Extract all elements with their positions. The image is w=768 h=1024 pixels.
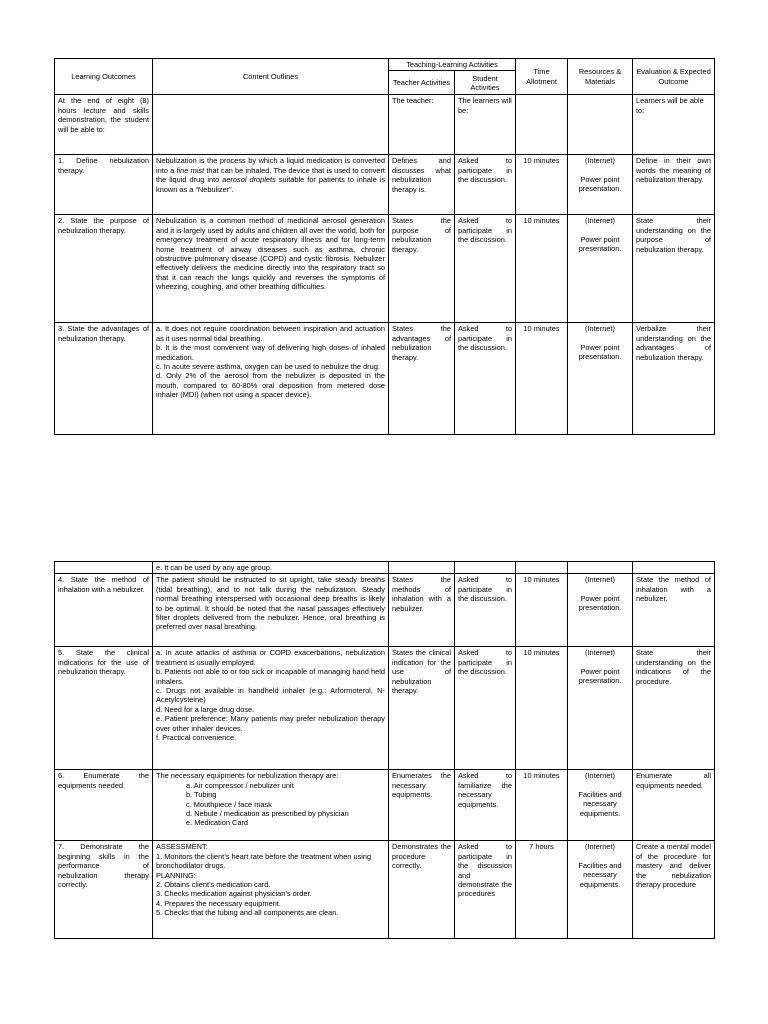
header-teaching-learning-activities: Teaching-Learning Activities [389, 59, 516, 71]
resources [568, 647, 633, 770]
resource-material: Power point presentation. [578, 666, 622, 686]
content-item: c. Drugs not available in handheld inhaler (e.g.: Arformoterol, N-Acetylcysteine) [156, 686, 385, 705]
header-teacher-activities: Teacher Activities [389, 71, 455, 95]
learning-outcome: 2. State the purpose of nebulization therapy. [55, 215, 153, 323]
resources [568, 323, 633, 435]
teacher-activity: States the methods of inhalation with a nebulizer. [389, 574, 455, 647]
continued-teacher [389, 562, 455, 574]
table-row [55, 323, 715, 435]
student-activity: Asked to participate in the discussion. [455, 323, 516, 435]
teacher-activity: Enumerates the necessary equipments. [389, 770, 455, 841]
resource-material: Facilities and necessary equipments. [578, 789, 622, 818]
evaluation: Define in their own words the meaning of nebulization therapy. [633, 155, 715, 215]
learning-outcome: 6. Enumerate the equipments needed. [55, 770, 153, 841]
student-activity: Asked to participate in the discussion. [455, 574, 516, 647]
resource-source: (Internet) [585, 156, 615, 166]
resource-material: Power point presentation. [578, 234, 622, 254]
content-heading: PLANNING: [156, 870, 196, 880]
equipment-item: a. Air compressor / nebulizer unit [186, 780, 294, 790]
lesson-plan-table-page-2 [54, 561, 715, 939]
content-item: The necessary equipments for nebulization therapy are: [156, 771, 339, 781]
teacher-activity: States the purpose of nebulization therapy. [389, 215, 455, 323]
time-allotment: 10 minutes [516, 155, 568, 215]
evaluation: Create a mental model of the procedure for mastery and deliver the nebulization therapy procedure [633, 841, 715, 939]
content-item: d. Need for a large drug dose. [156, 704, 255, 714]
content-item: d. Only 2% of the aerosol from the nebulizer is deposited in the mouth, compared to 60-80% oral deposition from metered dose inhaler (MDI) (when not using a spacer device). [156, 371, 385, 400]
continued-evaluation [633, 562, 715, 574]
teacher-activity: Demonstrates the procedure correctly. [389, 841, 455, 939]
content-item: a. It does not require coordination between inspiration and actuation as it uses normal tidal breathing. [156, 324, 385, 343]
continued-outcome [55, 562, 153, 574]
intro-evaluation: Learners will be able to: [633, 95, 715, 155]
teacher-activity: States the advantages of nebulization therapy. [389, 323, 455, 435]
content-item: a. In acute attacks of asthma or COPD exacerbations, nebulization treatment is usually employed. [156, 648, 385, 667]
equipment-item: e. Medication Card [186, 818, 249, 828]
teacher-activity: States the clinical indication for the use of nebulization therapy. [389, 647, 455, 770]
equipment-item: c. Mouthpiece / face mask [186, 799, 272, 809]
content-outline: e. It can be used by any age group. [153, 562, 389, 574]
content-item: 5. Checks that the tubing and all components are clean. [156, 908, 339, 918]
resources [568, 215, 633, 323]
table-row [55, 155, 715, 215]
resource-source: (Internet) [585, 842, 615, 852]
student-activity: Asked to participate in the discussion and demonstrate the procedures [455, 841, 516, 939]
resource-material: Power point presentation. [578, 593, 622, 613]
resource-source: (Internet) [585, 324, 615, 334]
learning-outcome: 7. Demonstrate the beginning skills in the performance of nebulization therapy correctly. [55, 841, 153, 939]
learning-outcome: 3. State the advantages of nebulization therapy. [55, 323, 153, 435]
continued-resources [568, 562, 633, 574]
content-item: 2. Obtains client’s medication card. [156, 880, 271, 890]
time-allotment: 10 minutes [516, 647, 568, 770]
content-heading: ASSESSMENT: [156, 842, 208, 852]
time-allotment: 10 minutes [516, 574, 568, 647]
content-emphasis: aerosol droplets [222, 175, 276, 185]
learning-outcome: 1. Define nebulization therapy. [55, 155, 153, 215]
teacher-activity: Defines and discusses what nebulization therapy is. [389, 155, 455, 215]
content-item: 1. Monitors the client’s heart rate before the treatment when using bronchodilator drugs. [156, 851, 372, 871]
student-activity: Asked to participate in the discussion. [455, 215, 516, 323]
table-row [55, 215, 715, 323]
content-outline [153, 323, 389, 435]
header-resources-materials: Resources & Materials [568, 59, 633, 95]
evaluation: State their understanding on the indications of the procedure. [633, 647, 715, 770]
content-outline: The patient should be instructed to sit upright, take steady breaths (tidal breathing), and to not talk during the nebulization. Steady normal breathing interspersed with occasional deep breaths is likely to be optimal. It should be noted that the nasal passages effectively filter droplets delivered from the nebulizer. Hence, oral breathing is preferred over nasal breathing. [153, 574, 389, 647]
intro-outcome: At the end of eight (8) hours lecture and skills demonstration, the student will be able to: [55, 95, 153, 155]
resource-source: (Internet) [585, 648, 615, 658]
table-row-intro [55, 95, 715, 155]
content-item: c. In acute severe asthma, oxygen can be used to nebulize the drug. [156, 362, 380, 372]
time-allotment: 10 minutes [516, 770, 568, 841]
intro-student: The learners will be: [455, 95, 516, 155]
resources [568, 841, 633, 939]
content-text: that can be inhaled. The device that is used to convert the liquid drug into [156, 165, 385, 185]
equipment-item: b. Tubing [186, 790, 217, 800]
content-item: b. Patients not able to or too sick or incapable of managing hand held inhalers. [156, 667, 385, 686]
resource-material: Facilities and necessary equipments. [578, 860, 622, 889]
resource-material: Power point presentation. [578, 342, 622, 362]
header-content-outlines: Content Outlines [153, 59, 389, 95]
evaluation: Enumerate all equipments needed. [633, 770, 715, 841]
resource-source: (Internet) [585, 771, 615, 781]
time-allotment: 10 minutes [516, 323, 568, 435]
content-outline [153, 155, 389, 215]
learning-outcome: 4. State the method of inhalation with a nebulizer. [55, 574, 153, 647]
content-item: 4. Prepares the necessary equipment. [156, 898, 281, 908]
content-item: e. Patient preference: Many patients may prefer nebulization therapy over other inhaler devices. [156, 714, 385, 733]
content-item: f. Practical convenience. [156, 733, 237, 743]
table-row [55, 647, 715, 770]
content-outline [153, 770, 389, 841]
equipment-item: d. Nebule / medication as prescribed by physician [186, 809, 349, 819]
lesson-plan-table-page-1 [54, 58, 715, 435]
evaluation: State their understanding on the purpose of nebulization therapy. [633, 215, 715, 323]
intro-time [516, 95, 568, 155]
content-outline [153, 647, 389, 770]
table-row-continued [55, 562, 715, 574]
student-activity: Asked to participate in the discussion. [455, 647, 516, 770]
intro-resources [568, 95, 633, 155]
table-row [55, 841, 715, 939]
resources [568, 574, 633, 647]
content-text: Nebulization is the process by which a liquid medication is converted into a [156, 156, 385, 175]
learning-outcome: 5. State the clinical indications for the use of nebulization therapy. [55, 647, 153, 770]
resource-material: Power point presentation. [578, 174, 622, 194]
content-emphasis: fine mist [176, 165, 205, 175]
header-time-allotment: Time Allotment [516, 59, 568, 95]
content-text: suitable for patients to inhale is known as a “Nebulizer”. [156, 175, 386, 194]
content-item: b. It is the most convenient way of delivering high doses of inhaled medication. [156, 343, 385, 362]
evaluation: State the method of inhalation with a nebulizer. [633, 574, 715, 647]
resources [568, 770, 633, 841]
header-student-activities: Student Activities [455, 71, 516, 95]
content-item: 3. Checks medication against physician’s order. [156, 889, 312, 899]
table-row [55, 574, 715, 647]
intro-teacher: The teacher: [389, 95, 455, 155]
table-row [55, 770, 715, 841]
time-allotment: 10 minutes [516, 215, 568, 323]
time-allotment: 7 hours [516, 841, 568, 939]
resource-source: (Internet) [585, 216, 615, 226]
content-outline: Nebulization is a common method of medicinal aerosol generation and it is largely used by adults and children all over the world, both for emergency treatment of acute respiratory illness and for long-term home treatment of airway diseases such as asthma, chronic obstructive pulmonary disease (COPD) and cystic fibrosis. Nebulizer effectively delivers the medicine directly into the respiratory tract so that it can reach the lungs quickly and reverses the symptoms of wheezing, coughing, and other breathing difficulties. [153, 215, 389, 323]
header-evaluation: Evaluation & Expected Outcome [633, 59, 715, 95]
intro-content [153, 95, 389, 155]
resource-source: (Internet) [585, 575, 615, 585]
student-activity: Asked to participate in the discussion. [455, 155, 516, 215]
continued-time [516, 562, 568, 574]
content-outline [153, 841, 389, 939]
continued-student [455, 562, 516, 574]
student-activity: Asked to familiarize the necessary equipments. [455, 770, 516, 841]
header-learning-outcomes: Learning Outcomes [55, 59, 153, 95]
evaluation: Verbalize their understanding on the advantages of nebulization therapy. [633, 323, 715, 435]
resources [568, 155, 633, 215]
